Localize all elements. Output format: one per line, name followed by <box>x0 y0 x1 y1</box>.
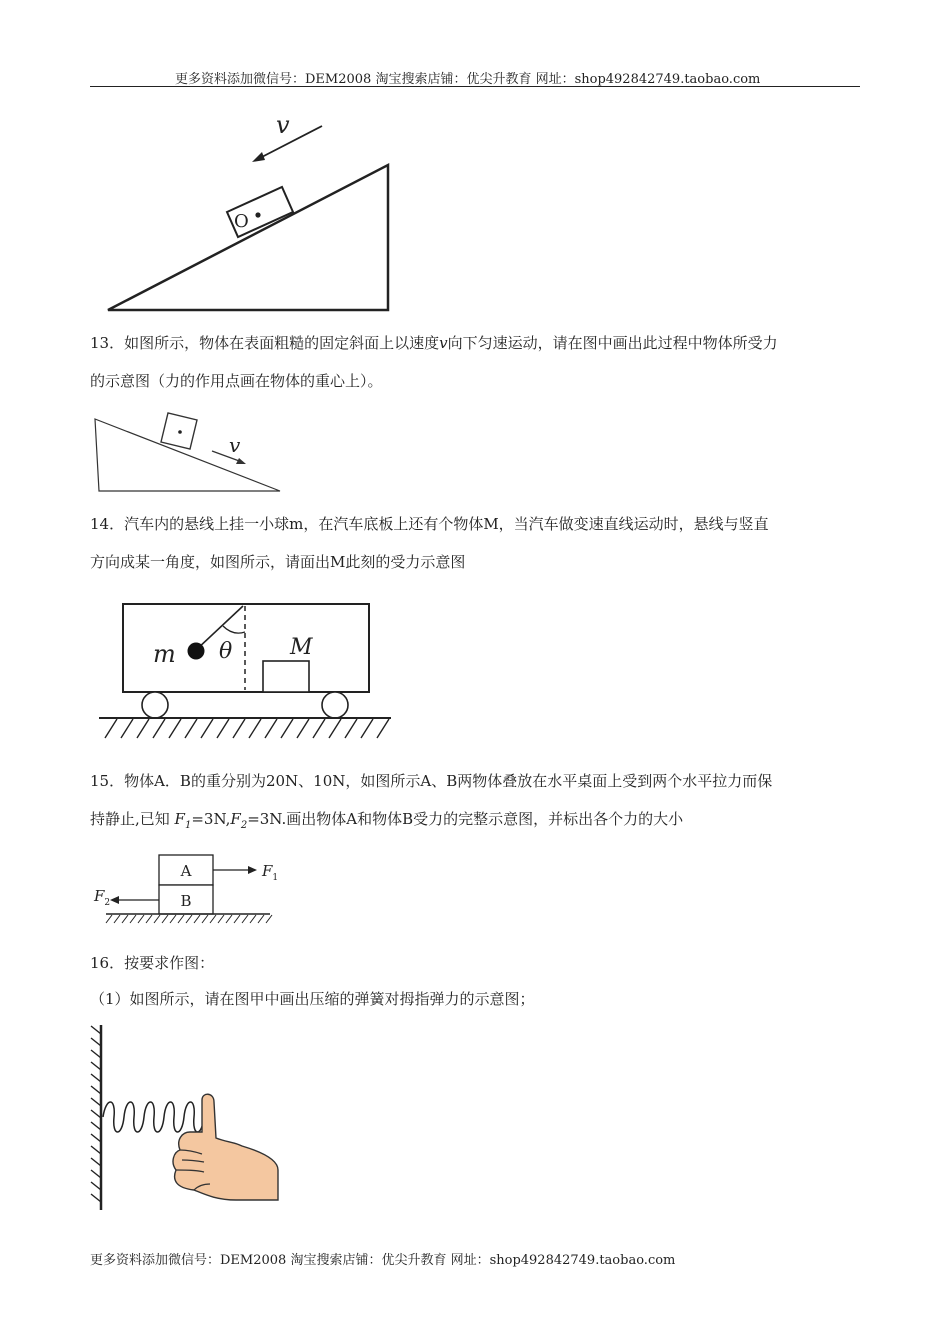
incline-figure-top <box>100 110 400 320</box>
block-B-label: B <box>180 892 192 910</box>
angle-arc <box>223 626 245 633</box>
q13-velocity-arrowhead <box>236 458 246 464</box>
q16-number: 16． <box>90 954 125 972</box>
q14-line1: 14．汽车内的悬线上挂一小球m，在汽车底板上还有个物体M，当汽车做变速直线运动时，悬线与竖直 <box>90 515 769 533</box>
q13-block-dot <box>178 430 182 434</box>
q14-car-figure <box>95 598 395 743</box>
ball-label: m <box>153 640 176 668</box>
q15-line2: 持静止,已知 $F_1=3N,F_2=3N$.画出物体A和物体B受力的完整示意图，并标出各个力的大小 <box>90 810 684 831</box>
block-M <box>263 661 309 692</box>
q13-velocity-label: v <box>229 433 241 457</box>
hand-thumb <box>173 1094 278 1200</box>
velocity-arrowhead <box>252 152 265 162</box>
left-wheel <box>142 692 168 718</box>
wall-hatching <box>91 1026 101 1202</box>
q16-sub1: （1）如图所示，请在图甲中画出压缩的弹簧对拇指弹力的示意图； <box>90 990 535 1008</box>
f2-arrowhead <box>110 896 119 904</box>
q13-line2: 的示意图（力的作用点画在物体的重心上）。 <box>90 372 383 390</box>
velocity-label: v <box>276 111 290 139</box>
compressed-spring <box>103 1102 204 1132</box>
right-wheel <box>322 692 348 718</box>
q15-line1: 15．物体A．B的重分别为20N、10N，如图所示A、B两物体叠放在水平桌面上受到两个水平拉力而保 <box>90 772 773 790</box>
table-hatching <box>106 915 272 923</box>
page-header: 更多资料添加微信号：DEM2008 淘宝搜索店铺：优尖升教育 网址：shop492842749.taobao.com <box>175 72 761 87</box>
q13-line1: 13．如图所示，物体在表面粗糙的固定斜面上以速度v向下匀速运动，请在图中画出此过程中物体所受力 <box>90 334 778 352</box>
ground-hatching <box>105 719 389 738</box>
q15-blocks-figure <box>92 850 292 930</box>
f1-arrowhead <box>248 866 257 874</box>
page-footer: 更多资料添加微信号：DEM2008 淘宝搜索店铺：优尖升教育 网址：shop492842749.taobao.com <box>90 1253 676 1268</box>
q16-title-line: 16．按要求作图： <box>90 954 215 972</box>
header-rule <box>90 86 860 87</box>
block-A-label: A <box>180 862 192 880</box>
q13-number: 13． <box>90 334 125 352</box>
block-label: M <box>290 635 313 660</box>
ball-m <box>188 643 205 660</box>
q14-number: 14． <box>90 515 125 533</box>
q15-number: 15． <box>90 772 125 790</box>
incline-triangle <box>108 165 388 310</box>
q13-v: v <box>439 334 448 352</box>
center-dot <box>255 212 260 217</box>
f2-label: $F_2$ <box>94 887 111 908</box>
velocity-arrow <box>258 126 322 159</box>
angle-label: θ <box>219 639 233 664</box>
point-label: O <box>234 211 249 232</box>
q16-spring-thumb-figure <box>86 1020 286 1215</box>
q14-line2: 方向成某一角度，如图所示，请面出M此刻的受力示意图 <box>90 553 466 571</box>
f1-label: $F_1$ <box>262 862 279 883</box>
q13-incline-figure <box>90 405 290 497</box>
